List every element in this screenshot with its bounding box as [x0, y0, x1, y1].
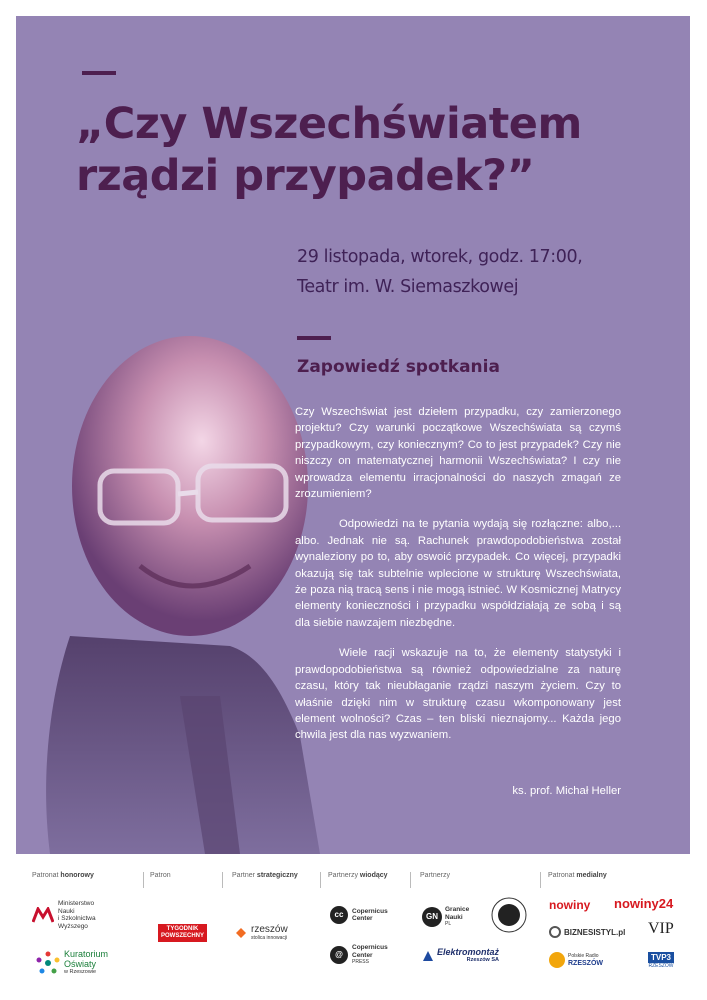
paragraph-2: Odpowiedzi na te pytania wydają się rozłączne: albo,... albo. Jednak nie są. Rachunek prawdopodobieństwa został wynaleziony po to, aby oswoić przypadek. Co więcej, przypadki okazują się tak subtelnie wplecione w strukturę Wszechświata, że poza nią tracą sens i nie mogą istnieć. W Kosmicznej Matrycy elementy konieczności i przypadku współdziałają ze sobą i są dla siebie nawzajem niezbędne.	[295, 518, 621, 629]
rzeszow-logo: rzeszów stolica innowacji	[234, 925, 288, 941]
partners-label: Partnerzy	[420, 872, 450, 879]
title-line-1: „Czy Wszechświatem	[76, 99, 582, 149]
partners	[420, 872, 450, 990]
paragraph-1: Czy Wszechświat jest dziełem przypadku, czy zamierzonego projektu? Czy warunki początkowe Wszechświata są czymś przypadkowym, czy koniecznym? Co to jest przypadek? Czy nie niszczy on matematycznej harmonii Wszechświata? I czy nie wprowadza elementu irracjonalności do naszych zmagań ze zrozumieniem?	[295, 406, 621, 501]
leading-partners	[328, 872, 388, 990]
copernicus-center-logo: cc Copernicus Center	[330, 906, 388, 924]
paragraph-3: Wiele racji wskazuje na to, że elementy statystyki i prawdopodobieństwa są również odpowiedzialne za naturę czasu, który tak nieubłaganie rządzi naszym życiem. Czy to właśnie dzięki nim w strukturę czasu wkomponowany jest element wolności? Czas – ten bliski nieznajomy... Każda jego chwila jest dla nas wyzwaniem.	[295, 647, 621, 742]
tygodnik-logo: TYGODNIK POWSZECHNY	[158, 924, 207, 942]
biznesistyl-logo: BIZNESISTYL.pl	[549, 926, 625, 938]
ministry-logo: Ministerstwo Nauki i Szkolnictwa Wyższego	[32, 900, 96, 930]
patron-label: Patron	[150, 872, 171, 879]
copernicus-press-logo: @ Copernicus Center PRESS	[330, 944, 388, 967]
event-date: 29 listopada, wtorek, godz. 17:00,	[297, 247, 583, 267]
event-venue: Teatr im. W. Siemaszkowej	[297, 277, 519, 297]
leading-label: Partnerzy wiodący	[328, 872, 388, 879]
poster-title	[76, 98, 656, 202]
kuratorium-logo: Kuratorium Oświaty w Rzeszowie	[36, 949, 108, 977]
title-line-2: rządzi przypadek?”	[76, 151, 535, 201]
nowiny24-logo: nowiny24	[614, 896, 674, 911]
poster	[16, 16, 690, 854]
title-accent-bar	[82, 71, 116, 75]
portrait-photo	[30, 316, 320, 854]
tvp3-logo: TVP3 RZESZÓW	[648, 953, 674, 969]
description-text	[295, 404, 621, 758]
honorary-label: Patronat honorowy	[32, 872, 94, 879]
event-info	[297, 242, 582, 302]
polskie-radio-logo: Polskie Radio RZESZÓW	[549, 952, 603, 968]
granice-nauki-logo: GN Granice Nauki PL	[422, 906, 469, 929]
strategic-label: Partner strategiczny	[232, 872, 298, 879]
media-label: Patronat medialny	[548, 872, 607, 879]
section-subheading: Zapowiedź spotkania	[297, 357, 500, 377]
elektromontaz-logo: Elektromontaż Rzeszów SA	[422, 948, 499, 963]
vip-logo: VIP	[648, 920, 674, 937]
sponsors-footer	[0, 854, 707, 1000]
seal-logo	[490, 896, 528, 934]
nowiny-logo: nowiny	[549, 898, 591, 912]
author-signature: ks. prof. Michał Heller	[512, 785, 621, 797]
